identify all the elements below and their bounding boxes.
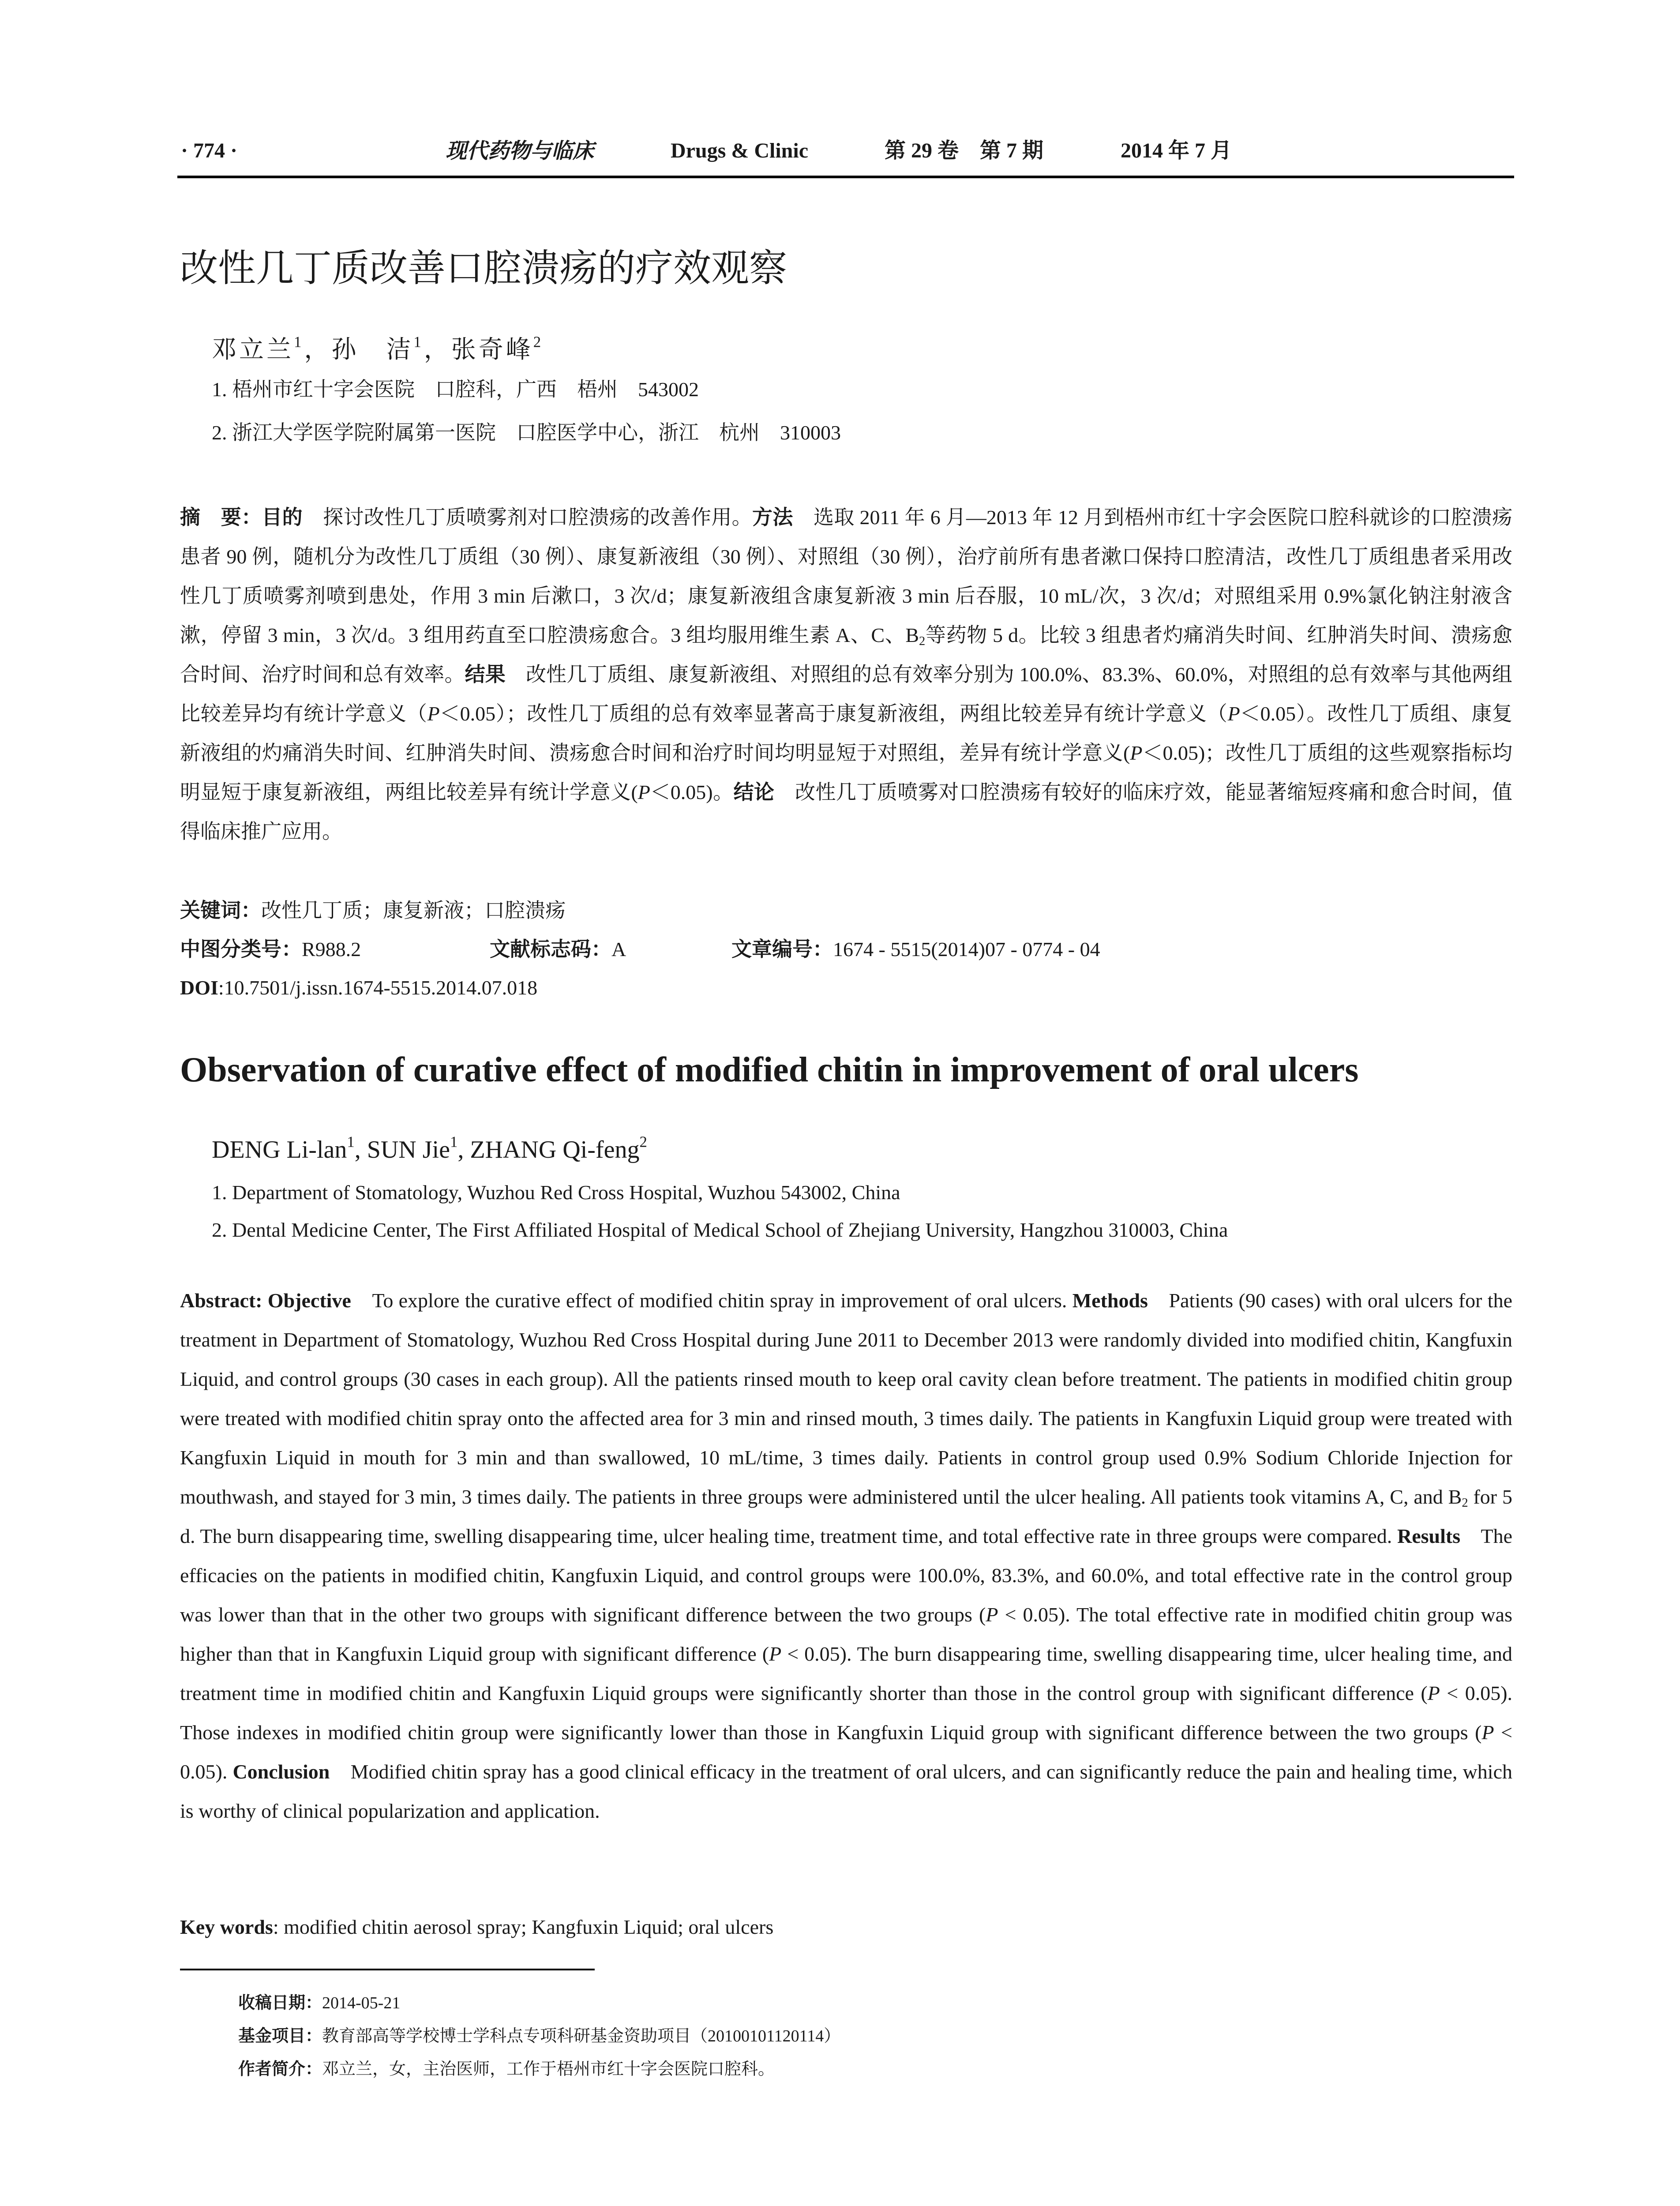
results-text: < 0.05). The total effective rate in modified chitin group was higher than that in Kangfuxin Liquid group with significant difference ( — [180, 1603, 1512, 1665]
author-separator: , — [458, 1136, 470, 1163]
methods-text: Patients (90 cases) with oral ulcers for the treatment in Department of Stomatology, Wuzhou Red Cross Hospital during June 2011 to December 2013 were randomly divided into modified chitin, Kangfuxin Liquid, and control groups (30 cases in each group). All the patients rinsed mouth to keep oral cavity clean before treatment. The patients in modified chitin group were treated with modified chitin spray onto the affected area for 3 min and rinsed mouth, 3 times daily. The patients in Kangfuxin Liquid group were treated with Kangfuxin Liquid in mouth for 3 min and than swallowed, 10 mL/time, 3 times daily. Patients in control group used 0.9% Sodium Chloride Injection for mouthwash, and stayed for 3 min, 3 times daily. The patients in three groups were administered until the ulcer healing. All patients took vitamins A, C, and B — [180, 1289, 1512, 1508]
issue-date: 2014 年 7 月 — [1121, 139, 1232, 162]
methods-label: Methods — [1072, 1289, 1148, 1312]
results-text: ＜0.05)。 — [650, 781, 734, 803]
author-name: 邓立兰 — [212, 336, 294, 364]
author-name: DENG Li-lan — [212, 1136, 347, 1163]
doc-code-value: A — [611, 938, 626, 960]
footnote-label: 收稿日期： — [238, 1993, 322, 2012]
clc-line — [180, 939, 361, 960]
volume-issue: 第 29 卷 第 7 期 — [885, 139, 1044, 162]
doi-label: DOI — [180, 976, 218, 999]
footnote-received — [238, 1994, 400, 2011]
p-symbol: P — [986, 1603, 998, 1626]
keywords-text: 改性几丁质；康复新液；口腔溃疡 — [261, 899, 566, 922]
author-separator: ， — [304, 336, 332, 364]
title-cn: 改性几丁质改善口腔溃疡的疗效观察 — [180, 246, 787, 290]
footnote-funding — [238, 2027, 840, 2045]
author-name: SUN Jie — [367, 1136, 450, 1163]
results-text: < 0.05). Those indexes in modified chitin group were significantly lower than those in Kangfuxin Liquid group with significant difference between the two groups ( — [180, 1682, 1513, 1744]
abstract-label: Abstract: Objective — [180, 1289, 351, 1312]
conclusion-text: 改性几丁质喷雾对口腔溃疡有较好的临床疗效，能显著缩短疼痛和愈合时间，值得临床推广应用。 — [180, 781, 1513, 843]
conclusion-label: 结论 — [733, 780, 775, 804]
author-affiliation-mark: 2 — [533, 333, 544, 351]
abstract-en — [180, 1281, 1512, 1831]
p-symbol: P — [638, 781, 650, 803]
p-symbol: P — [1427, 1682, 1440, 1704]
author-affiliation-mark: 1 — [413, 333, 424, 351]
author-affiliation-mark: 1 — [347, 1133, 355, 1151]
doc-code-label: 文献标志码： — [490, 937, 611, 961]
footnote-label: 基金项目： — [238, 2026, 322, 2045]
clc-value: R988.2 — [302, 938, 361, 960]
title-en: Observation of curative effect of modified chitin in improvement of oral ulcers — [180, 1050, 1359, 1089]
footnote-label: 作者简介： — [238, 2059, 322, 2078]
methods-label: 方法 — [752, 505, 793, 529]
p-symbol: P — [1130, 742, 1143, 764]
affiliation-en-2: 2. Dental Medicine Center, The First Affiliated Hospital of Medical School of Zhejiang University, Hangzhou 310003, China — [212, 1219, 1228, 1241]
objective-text: 探讨改性几丁质喷雾剂对口腔溃疡的改善作用。 — [302, 506, 753, 529]
p-symbol: P — [1481, 1721, 1494, 1744]
footnote-text: 邓立兰，女，主治医师，工作于梧州市红十字会医院口腔科。 — [322, 2060, 775, 2078]
abstract-label: 摘 要： — [180, 505, 262, 529]
methods-text-cont: 等药物 5 d。比较 3 组患者灼痛消失时间、红肿消失时间、溃疡愈合时间、治疗时间和总有效率。 — [180, 624, 1512, 686]
subscript: 2 — [919, 634, 926, 649]
author-separator: ， — [424, 336, 451, 364]
keywords-en — [180, 1917, 773, 1937]
results-label: 结果 — [465, 662, 506, 686]
doi-line — [180, 978, 537, 998]
clc-label: 中图分类号： — [180, 937, 302, 961]
journal-name-en: Drugs & Clinic — [671, 139, 808, 162]
author-name: ZHANG Qi-feng — [470, 1136, 640, 1163]
author-name: 张奇峰 — [451, 336, 533, 364]
methods-text-cont: for 5 d. The burn disappearing time, swelling disappearing time, ulcer healing time, treatment time, and total effective rate in three groups were compared. — [180, 1486, 1513, 1547]
page-number: · 774 · — [181, 139, 238, 162]
conclusion-label: Conclusion — [232, 1760, 330, 1783]
keywords-label: Key words — [180, 1916, 273, 1938]
footnote-author-bio — [238, 2060, 775, 2078]
results-label: Results — [1397, 1525, 1461, 1547]
results-text: ＜0.05）。改性几丁质组、康复新液组的灼痛消失时间、红肿消失时间、溃疡愈合时间和治疗时间均明显短于对照组，差异有统计学意义( — [180, 702, 1513, 764]
p-symbol: P — [1227, 702, 1240, 725]
article-no-line — [731, 939, 1100, 960]
keywords-label: 关键词： — [180, 898, 261, 922]
objective-text: To explore the curative effect of modified chitin spray in improvement of oral ulcers. — [351, 1289, 1072, 1312]
authors-en — [212, 1133, 647, 1163]
results-text: ＜0.05)；改性几丁质组的这些观察指标均明显短于康复新液组，两组比较差异有统计学意义( — [180, 742, 1512, 803]
footnote-text: 教育部高等学校博士学科点专项科研基金资助项目（20100101120114） — [322, 2027, 841, 2045]
affiliation-cn-1: 1. 梧州市红十字会医院 口腔科，广西 梧州 543002 — [212, 378, 699, 401]
affiliation-cn-2: 2. 浙江大学医学院附属第一医院 口腔医学中心，浙江 杭州 310003 — [212, 421, 841, 444]
journal-name-cn: 现代药物与临床 — [446, 139, 594, 163]
author-affiliation-mark: 2 — [639, 1133, 647, 1151]
doc-code-line — [490, 939, 626, 960]
header-rule — [177, 176, 1514, 178]
authors-cn — [212, 333, 544, 364]
footnote-text: 2014-05-21 — [322, 1994, 401, 2012]
objective-label: 目的 — [262, 505, 303, 529]
author-separator: , — [354, 1136, 367, 1163]
results-text: ＜0.05）；改性几丁质组的总有效率显著高于康复新液组，两组比较差异有统计学意义（ — [439, 702, 1228, 725]
abstract-cn — [180, 498, 1512, 851]
keywords-cn — [180, 900, 566, 921]
article-no-value: 1674 - 5515(2014)07 - 0774 - 04 — [833, 938, 1100, 960]
results-text: < 0.05). The burn disappearing time, swelling disappearing time, ulcer healing time, and treatment time in modified chitin and Kangfuxin Liquid groups were significantly shorter than those in the control group with significant difference ( — [180, 1643, 1512, 1704]
conclusion-text: Modified chitin spray has a good clinical efficacy in the treatment of oral ulcers, and can significantly reduce the pain and healing time, which is worthy of clinical popularization and application. — [180, 1760, 1512, 1822]
keywords-text: : modified chitin aerosol spray; Kangfuxin Liquid; oral ulcers — [273, 1916, 774, 1938]
subscript: 2 — [1462, 1496, 1468, 1510]
p-symbol: P — [427, 702, 440, 725]
affiliation-en-1: 1. Department of Stomatology, Wuzhou Red Cross Hospital, Wuzhou 543002, China — [212, 1181, 900, 1204]
results-text: 改性几丁质组、康复新液组、对照组的总有效率分别为 100.0%、83.3%、60.0%，对照组的总有效率与其他两组比较差异均有统计学意义（ — [180, 663, 1512, 725]
methods-text: 选取 2011 年 6 月—2013 年 12 月到梧州市红十字会医院口腔科就诊的口腔溃疡患者 90 例，随机分为改性几丁质组（30 例）、康复新液组（30 例）、对照组（30 例），治疗前所有患者漱口保持口腔清洁，改性几丁质组患者采用改性几丁质喷雾剂喷到患处，作用 3 min 后漱口，3 次/d；康复新液组含康复新液 3 min 后吞服，10 mL/次，3 次/d；对照组采用 0.9%氯化钠注射液含漱，停留 3 min，3 次/d。3 组用药直至口腔溃疡愈合。3 组均服用维生素 A、C、B — [180, 506, 1513, 646]
footnote-rule — [180, 1969, 595, 1970]
results-text: < 0.05). — [180, 1721, 1512, 1783]
results-text: The efficacies on the patients in modified chitin, Kangfuxin Liquid, and control groups were 100.0%, 83.3%, and 60.0%, and total effective rate in the control group was lower than that in the other two groups with significant difference between the two groups ( — [180, 1525, 1513, 1626]
author-name: 孙 洁 — [331, 336, 414, 364]
author-affiliation-mark: 1 — [450, 1133, 458, 1151]
author-affiliation-mark: 1 — [294, 333, 304, 351]
doi-value: :10.7501/j.issn.1674-5515.2014.07.018 — [218, 976, 538, 999]
p-symbol: P — [769, 1643, 782, 1665]
article-no-label: 文章编号： — [731, 937, 833, 961]
